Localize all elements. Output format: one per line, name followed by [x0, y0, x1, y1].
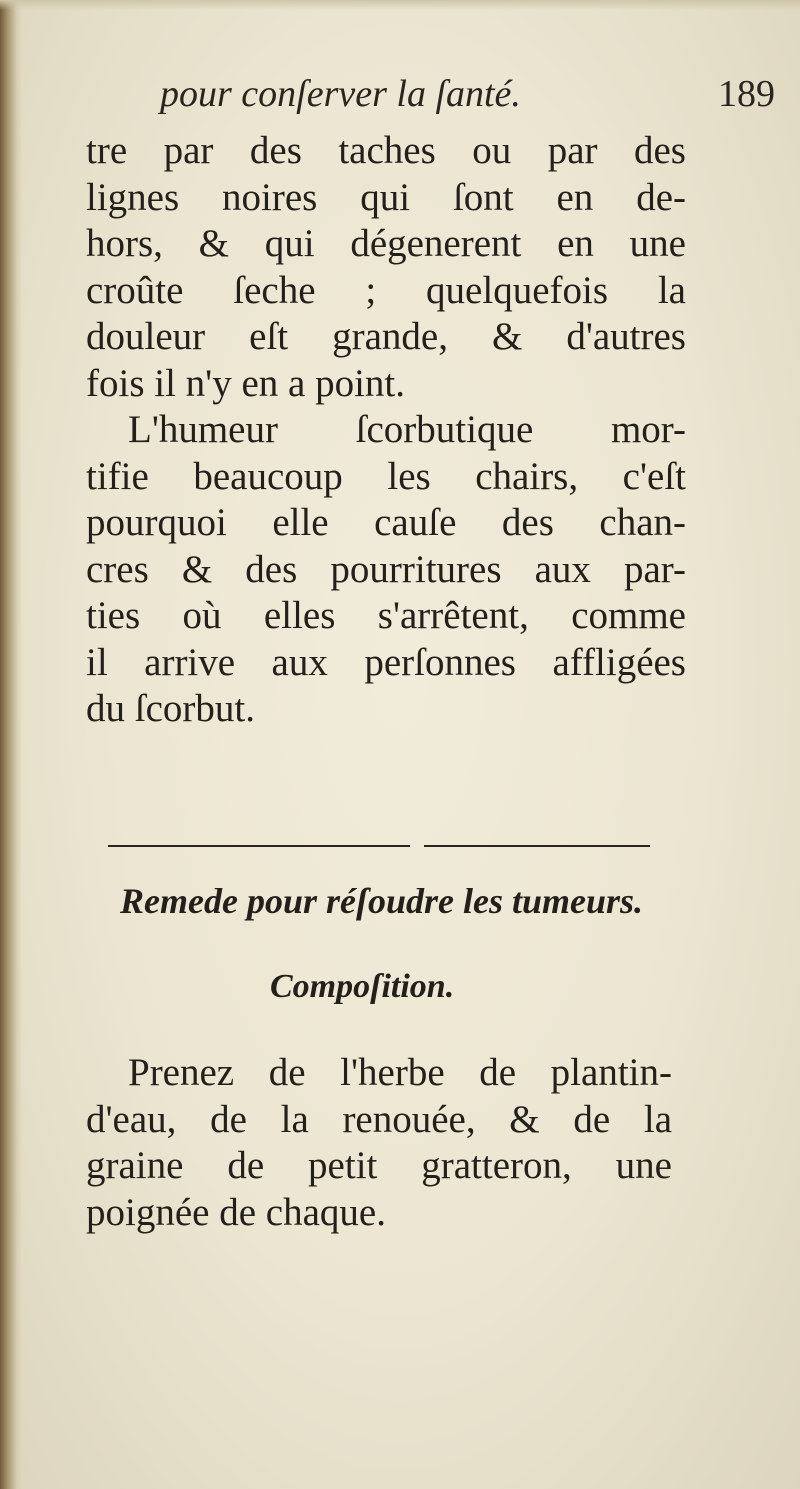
text-line: ties où elles s'arrêtent, comme [86, 594, 686, 637]
text-line: d'eau, de la renouée, & de la [86, 1097, 672, 1141]
text-line: L'humeur ſcorbutique mor- [128, 408, 686, 451]
section-heading: Remede pour réſoudre les tumeurs. [120, 881, 644, 921]
text-line: tre par des taches ou par des [86, 129, 686, 172]
text-line: du ſcorbut. [86, 687, 255, 730]
page-gutter-shadow [0, 0, 22, 1489]
text-line: pourquoi elle cauſe des chan- [86, 501, 686, 544]
section-divider-left [108, 845, 410, 847]
text-line: fois il n'y en a point. [86, 361, 405, 405]
text-line: graine de petit gratteron, une [86, 1144, 672, 1187]
text-line: il arrive aux perſonnes affligées [86, 640, 686, 684]
subheading: Compoſition. [270, 968, 455, 1005]
text-line: lignes noires qui ſont en de- [86, 175, 686, 219]
text-line: croûte ſeche ; quelquefois la [86, 268, 686, 312]
recipe-text [86, 1050, 672, 1236]
text-line: hors, & qui dégenerent en une [86, 222, 686, 265]
section-divider-right [424, 845, 650, 847]
body-text [86, 128, 686, 733]
text-line: douleur eſt grande, & d'autres [86, 315, 686, 358]
text-line: cres & des pourritures aux par- [86, 547, 686, 591]
text-line: tifie beaucoup les chairs, c'eſt [86, 454, 686, 498]
running-head [160, 72, 775, 116]
running-head-title: pour conſerver la ſanté. [160, 73, 521, 115]
page-number: 189 [718, 73, 775, 115]
page-top-edge [0, 0, 800, 10]
text-line: poignée de chaque. [86, 1190, 386, 1234]
text-line: Prenez de l'herbe de plantin- [128, 1051, 672, 1094]
